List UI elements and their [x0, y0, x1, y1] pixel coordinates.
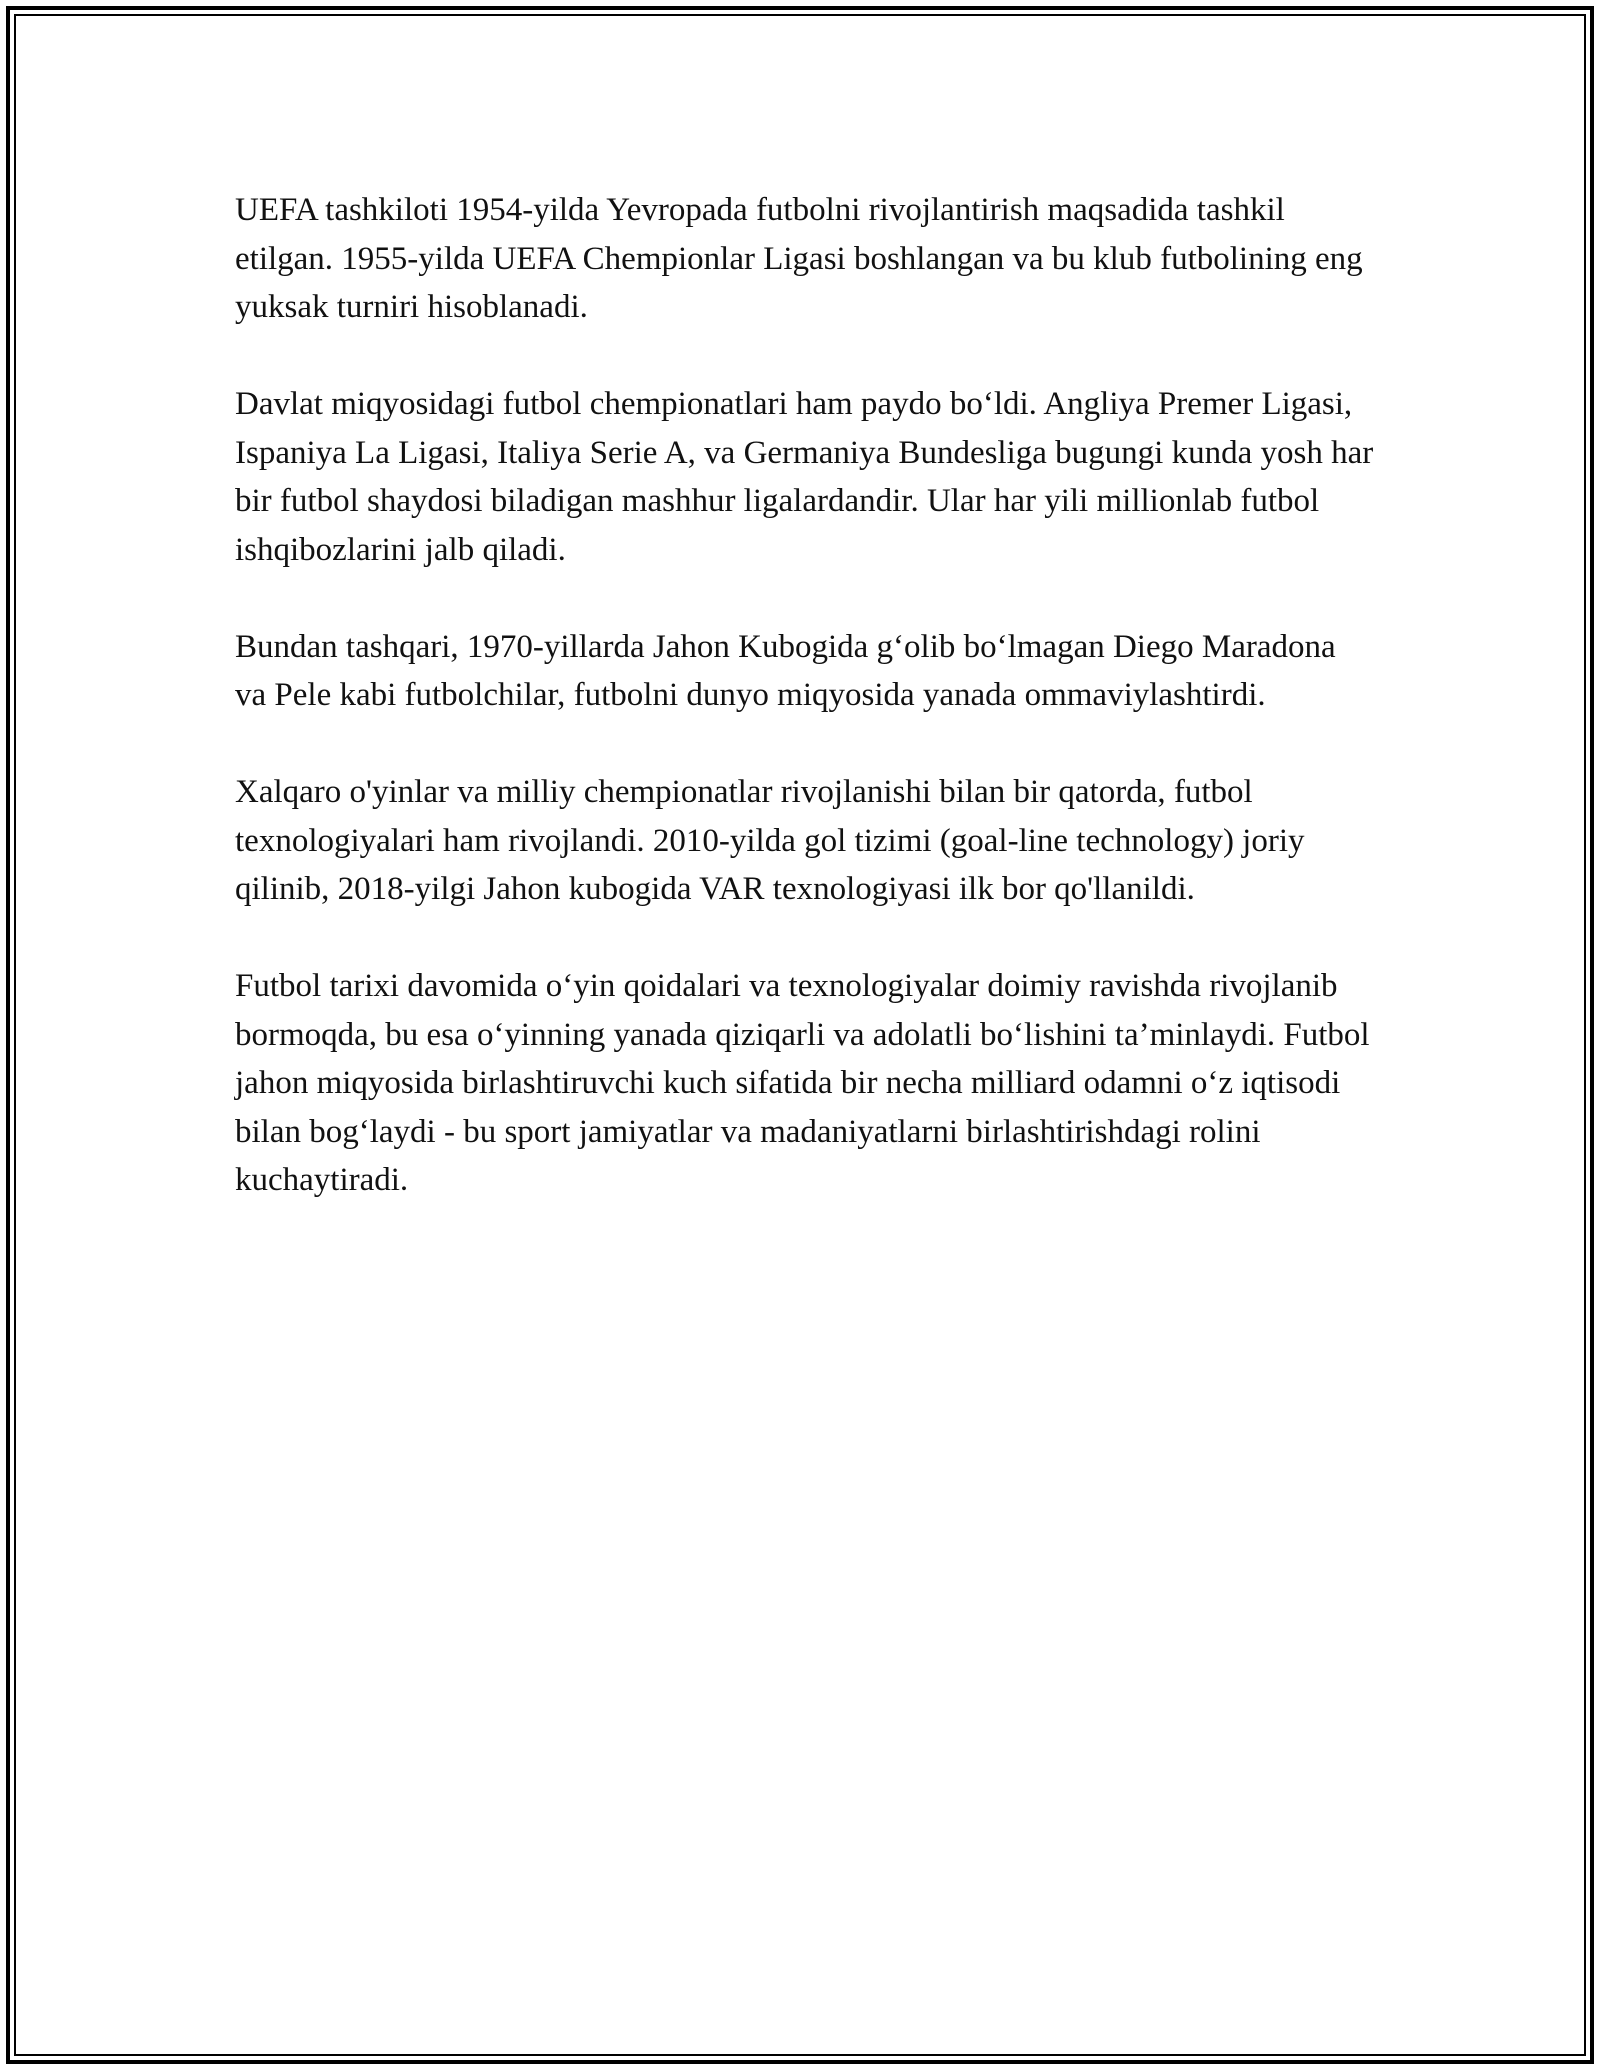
- paragraph-national-leagues: Davlat miqyosidagi futbol chempionatlari ham paydo bo‘ldi. Angliya Premer Ligasi, Ispaniya La Ligasi, Italiya Serie A, va Germaniya Bundesliga bugungi kunda yosh har bir futbol shaydosi biladigan mashhur ligalardandir. Ular har yili millionlab futbol ishqibozlarini jalb qiladi.: [235, 386, 1374, 568]
- paragraph-conclusion: Futbol tarixi davomida o‘yin qoidalari va texnologiyalar doimiy ravishda rivojlanib bormoqda, bu esa o‘yinning yanada qiziqarli va adolatli bo‘lishini ta’minlaydi. Futbol jahon miqyosida birlashtiruvchi kuch sifatida bir necha milliard odamni o‘z iqtisodi bilan bog‘laydi - bu sport jamiyatlar va madaniyatlarni birlashtirishdagi rolini kuchaytiradi.: [235, 968, 1370, 1198]
- paragraph-uefa: UEFA tashkiloti 1954-yilda Yevropada futbolni rivojlantirish maqsadida tashkil etilgan. 1955-yilda UEFA Chempionlar Ligasi boshlangan va bu klub futbolining eng yuksak turniri hisoblanadi.: [235, 192, 1363, 325]
- document-body: [235, 186, 1375, 1253]
- paragraph-technology: Xalqaro o'yinlar va milliy chempionatlar rivojlanishi bilan bir qatorda, futbol texnologiyalari ham rivojlandi. 2010-yilda gol tizimi (goal-line technology) joriy qilinib, 2018-yilgi Jahon kubogida VAR texnologiyasi ilk bor qo'llanildi.: [235, 774, 1305, 907]
- paragraph-famous-players: Bundan tashqari, 1970-yillarda Jahon Kubogida g‘olib bo‘lmagan Diego Maradona va Pele kabi futbolchilar, futbolni dunyo miqyosida yanada ommaviylashtirdi.: [235, 628, 1336, 713]
